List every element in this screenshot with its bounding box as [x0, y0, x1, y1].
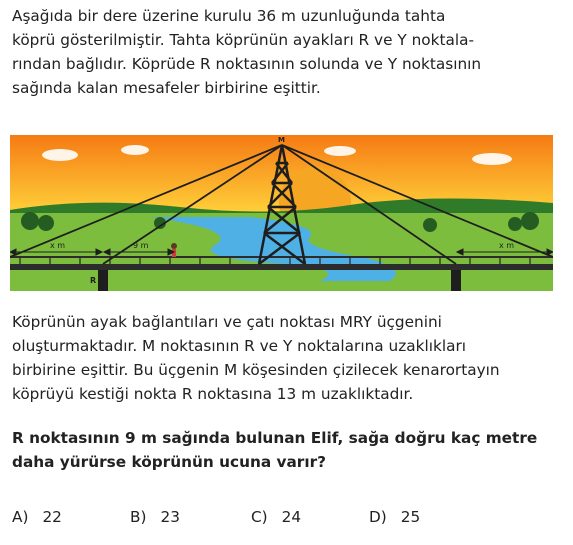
option-letter: D)	[369, 508, 387, 526]
option-letter: C)	[251, 508, 268, 526]
option-value: 25	[400, 508, 421, 526]
body-line: birbirine eşittir. Bu üçgenin M köşesinden çizilecek kenarortayın	[12, 361, 500, 379]
question-line: daha yürürse köprünün ucuna varır?	[12, 453, 326, 471]
body-line: Köprünün ayak bağlantıları ve çatı noktası MRY üçgenini	[12, 313, 442, 331]
question-line: R noktasının 9 m sağında bulunan Elif, sağa doğru kaç metre	[12, 429, 538, 447]
option-value: 23	[160, 508, 180, 526]
answer-options	[12, 508, 568, 532]
option-c[interactable]	[251, 508, 301, 526]
intro-line: Aşağıda bir dere üzerine kurulu 36 m uzunluğunda tahta	[12, 7, 446, 25]
option-letter: A)	[12, 508, 29, 526]
body-line: köprüyü kestiği nokta R noktasına 13 m uzaklıktadır.	[12, 385, 414, 403]
bridge-illustration	[10, 135, 553, 291]
label-nine-m: 9 m	[133, 241, 149, 250]
question-text	[12, 426, 568, 474]
problem-intro	[12, 4, 568, 100]
intro-line: rından bağlıdır. Köprüde R noktasının solunda ve Y noktasının	[12, 55, 482, 73]
option-a[interactable]	[12, 508, 62, 526]
option-letter: B)	[130, 508, 147, 526]
intro-line: sağında kalan mesafeler birbirine eşittir.	[12, 79, 321, 97]
pillar-r	[98, 270, 108, 291]
label-x-right: x m	[499, 241, 515, 250]
problem-body	[12, 310, 568, 406]
pillar-y	[451, 270, 461, 291]
body-line: oluşturmaktadır. M noktasının R ve Y noktalarına uzaklıkları	[12, 337, 467, 355]
option-value: 24	[281, 508, 302, 526]
option-b[interactable]	[130, 508, 180, 526]
label-x-left: x m	[50, 241, 66, 250]
option-value: 22	[42, 508, 62, 526]
intro-line: köprü gösterilmiştir. Tahta köprünün ayakları R ve Y noktala-	[12, 31, 475, 49]
option-d[interactable]	[369, 508, 420, 526]
label-r: R	[90, 276, 97, 285]
label-m: M	[278, 136, 285, 144]
